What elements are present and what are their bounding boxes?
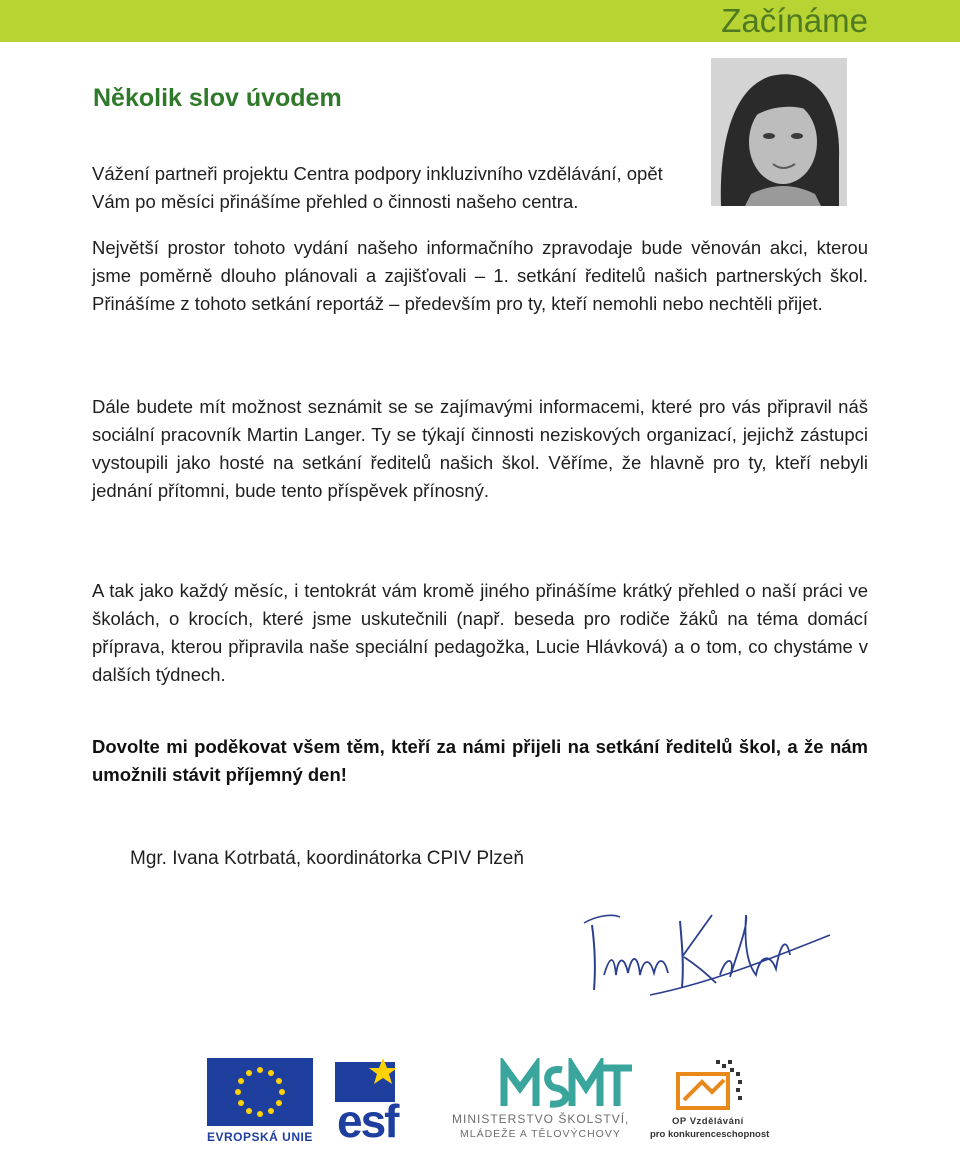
op-vk-line2: pro konkurenceschopnost (650, 1129, 770, 1140)
author-portrait-image (711, 58, 847, 206)
eu-logo (207, 1058, 313, 1144)
thanks-paragraph: Dovolte mi poděkovat všem těm, kteří za námi přijeli na setkání ředitelů škol, a že nám umožnili stávit příjemný den! (92, 736, 868, 785)
paragraph-2: Dále budete mít možnost seznámit se se zajímavými informacemi, které pro vás připravil náš sociální pracovník Martin Langer. Ty se týkají činnosti neziskových organizací, jejichž zástupci vystoupili jako hosté na setkání ředitelů našich škol. Věříme, že hlavně pro ty, kteří nebyli jednání přítomni, bude tento příspěvek přínosný. (92, 396, 868, 501)
msmt-logo (452, 1058, 638, 1144)
handwritten-signature (580, 895, 840, 1005)
section-title: Začínáme (721, 2, 868, 39)
eu-logo-text: EVROPSKÁ UNIE (207, 1130, 313, 1144)
esf-logo (335, 1058, 435, 1147)
paragraph-3: A tak jako každý měsíc, i tentokrát vám kromě jiného přinášíme krátký přehled o naší práci ve školách, o krocích, které jsme uskutečnili (např. beseda pro rodiče žáků na téma domácí příprava, kterou připravila naše speciální pedagožka, Lucie Hlávková) a o tom, co chystáme v dalších týdnech. (92, 580, 868, 685)
author-signature-line: Mgr. Ivana Kotrbatá, koordinátorka CPIV Plzeň (130, 848, 524, 869)
author-photo (711, 58, 847, 206)
op-vk-mark-icon (650, 1058, 770, 1114)
op-vk-line1: OP Vzdělávání (672, 1116, 744, 1127)
intro-paragraph: Vážení partneři projektu Centra podpory inkluzivního vzdělávání, opět Vám po měsíci přinášíme přehled o činnosti našeho centra. (92, 163, 663, 212)
paragraph-1: Největší prostor tohoto vydání našeho informačního zpravodaje bude věnován akci, kterou jsme poměrně dlouho plánovali a zajišťovali – 1. setkání ředitelů našich partnerských škol. Přinášíme z tohoto setkání reportáž – především pro ty, kteří nemohli nebo nechtěli přijet. (92, 237, 868, 314)
eu-flag-icon (207, 1058, 313, 1126)
esf-logo-text: esf (337, 1095, 398, 1147)
msmt-line2: MLÁDEŽE A TĚLOVÝCHOVY (460, 1128, 621, 1140)
partner-logos (0, 1040, 960, 1146)
msmt-line1: MINISTERSTVO ŠKOLSTVÍ, (452, 1112, 630, 1126)
op-vk-logo (650, 1058, 770, 1144)
msmt-mark-icon (452, 1058, 638, 1110)
page-heading: Několik slov úvodem (93, 84, 342, 112)
